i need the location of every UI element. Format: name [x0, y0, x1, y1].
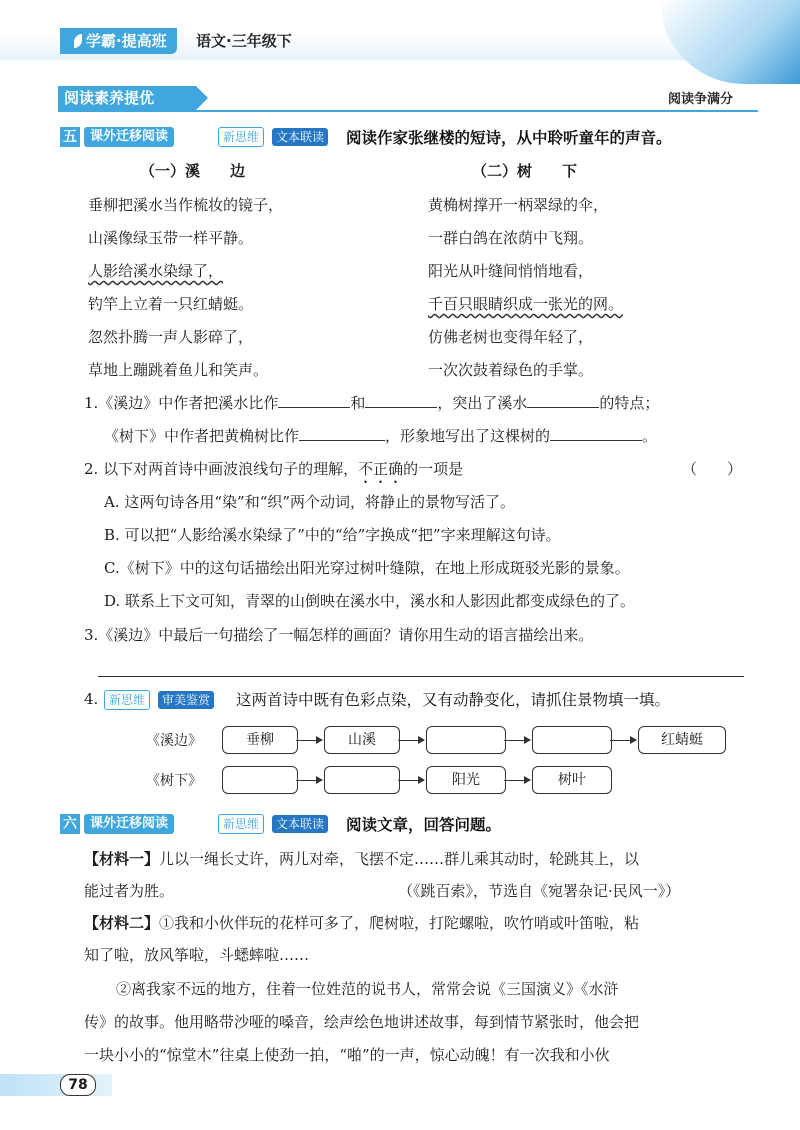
arrow-icon: [504, 780, 530, 781]
answer-blank[interactable]: [550, 426, 642, 441]
flow-box: 红蜻蜓: [638, 726, 726, 754]
flow-box-blank[interactable]: [532, 726, 612, 754]
section-tag: 课外迁移阅读: [84, 814, 174, 834]
question-1b: 《树下》中作者把黄桷树比作 ，形象地写出了这棵树的 。: [104, 427, 658, 445]
poem-line: 垂柳把溪水当作梳妆的镜子，: [88, 196, 284, 214]
poem-line: 仿佛老树也变得年轻了，: [428, 328, 594, 346]
aesthetic-tag: 审美鉴赏: [158, 691, 214, 709]
poem-line: 忽然扑腾一声人影碎了，: [88, 328, 254, 346]
flow-label: 《溪边》: [146, 733, 202, 749]
section-heading: 阅读作家张继楼的短诗，从中聆听童年的声音。: [346, 129, 672, 147]
header-decoration: [660, 0, 800, 84]
poem-title: （一）溪 边: [140, 162, 246, 180]
text-link-tag: 文本联读: [272, 128, 328, 146]
arrow-icon: [398, 740, 424, 741]
question-1a: 1.《溪边》中作者把溪水比作 和 ，突出了溪水 的特点；: [84, 394, 660, 412]
text-link-tag: 文本联读: [272, 815, 328, 833]
wavy-line: 千百只眼睛织成一张光的网。: [428, 295, 624, 313]
thinking-tag: 新思维: [218, 814, 264, 834]
option-d[interactable]: D. 联系上下文可知，青翠的山倒映在溪水中，溪水和人影因此都变成绿色的了。: [104, 592, 636, 610]
section-number: 六: [60, 814, 80, 834]
flow-box: 垂柳: [222, 726, 298, 754]
material-1-source: （《跳百索》，节选自《宛署杂记·民风一》）: [398, 882, 681, 900]
poem-title: （二）树 下: [472, 162, 578, 180]
section-banner: 阅读素养提优: [58, 86, 196, 110]
material-2-line: 传》的故事。他用略带沙哑的嗓音，绘声绘色地讲述故事，每到情节紧张时，他会把: [84, 1013, 640, 1031]
poem-line: 阳光从叶缝间悄悄地看，: [428, 262, 594, 280]
thinking-tag: 新思维: [218, 127, 264, 147]
subject-grade: 语文·三年级下: [196, 32, 292, 50]
answer-blank[interactable]: [278, 393, 350, 408]
material-2-line: 知了啦，放风筝啦，斗蟋蟀啦……: [84, 946, 310, 964]
option-c[interactable]: C.《树下》中的这句话描绘出阳光穿过树叶缝隙，在地上形成斑驳光影的景象。: [104, 559, 630, 577]
answer-blank[interactable]: [299, 426, 385, 441]
arrow-icon: [296, 740, 322, 741]
flow-box: 阳光: [426, 766, 506, 794]
arrow-icon: [296, 780, 322, 781]
question-3: 3.《溪边》中最后一句描绘了一幅怎样的画面？请你用生动的语言描绘出来。: [84, 626, 594, 644]
answer-blank[interactable]: [365, 393, 437, 408]
question-4-text: 这两首诗中既有色彩点染，又有动静变化，请抓住景物填一填。: [236, 691, 671, 709]
section-tag: 课外迁移阅读: [84, 127, 174, 147]
question-4-number: 4.: [84, 690, 99, 708]
banner-rule: [58, 110, 758, 112]
flow-box-blank[interactable]: [222, 766, 298, 794]
poem-line: 黄桷树撑开一柄翠绿的伞，: [428, 196, 609, 214]
question-2: 2. 以下对两首诗中画波浪线句子的理解，不正确的一项是: [84, 460, 464, 478]
flow-label: 《树下》: [146, 773, 202, 789]
brand-tab: 学霸·提高班: [60, 28, 177, 54]
material-2-line: ②离我家不远的地方，住着一位姓范的说书人，常常会说《三国演义》《水浒: [116, 980, 619, 998]
option-a[interactable]: A. 这两句诗各用“染”和“织”两个动词，将静止的景物写活了。: [104, 493, 516, 511]
arrow-icon: [398, 780, 424, 781]
wavy-line: 人影给溪水染绿了，: [88, 262, 224, 280]
answer-paren[interactable]: （ ）: [682, 460, 743, 478]
emphasis-text: 不正确: [358, 460, 404, 478]
section-number: 五: [60, 127, 80, 147]
leaf-icon: [74, 34, 82, 48]
material-2-line: 一块小小的“惊堂木”往桌上使劲一拍，“啪”的一声，惊心动魄！有一次我和小伙: [84, 1046, 610, 1064]
answer-line[interactable]: [98, 676, 744, 677]
material-2-line: 【材料二】①我和小伙伴玩的花样可多了，爬树啦，打陀螺啦，吹竹哨或叶笛啦，粘: [84, 914, 640, 932]
arrow-icon: [504, 740, 530, 741]
poem-line: 一次次鼓着绿色的手掌。: [428, 361, 594, 379]
poem-line: 钓竿上立着一只红蜻蜓。: [88, 295, 254, 313]
flow-box: 树叶: [532, 766, 612, 794]
option-b[interactable]: B. 可以把“人影给溪水染绿了”中的“给”字换成“把”字来理解这句诗。: [104, 526, 561, 544]
thinking-tag: 新思维: [104, 690, 150, 710]
poem-line: 一群白鸽在浓荫中飞翔。: [428, 229, 594, 247]
material-1-line: 【材料一】儿以一绳长丈许，两儿对牵，飞摆不定……群儿乘其动时，轮跳其上，以: [84, 850, 640, 868]
page-number: 78: [60, 1074, 96, 1096]
poem-line: 草地上蹦跳着鱼儿和笑声。: [88, 361, 269, 379]
right-tag: 阅读争满分: [668, 92, 734, 107]
flow-box-blank[interactable]: [426, 726, 506, 754]
answer-blank[interactable]: [527, 393, 599, 408]
flow-box: 山溪: [324, 726, 400, 754]
flow-box-blank[interactable]: [324, 766, 400, 794]
material-1-line: 能过者为胜。: [84, 882, 175, 900]
arrow-icon: [610, 740, 636, 741]
section-heading: 阅读文章，回答问题。: [346, 816, 502, 834]
poem-line: 山溪像绿玉带一样平静。: [88, 229, 254, 247]
